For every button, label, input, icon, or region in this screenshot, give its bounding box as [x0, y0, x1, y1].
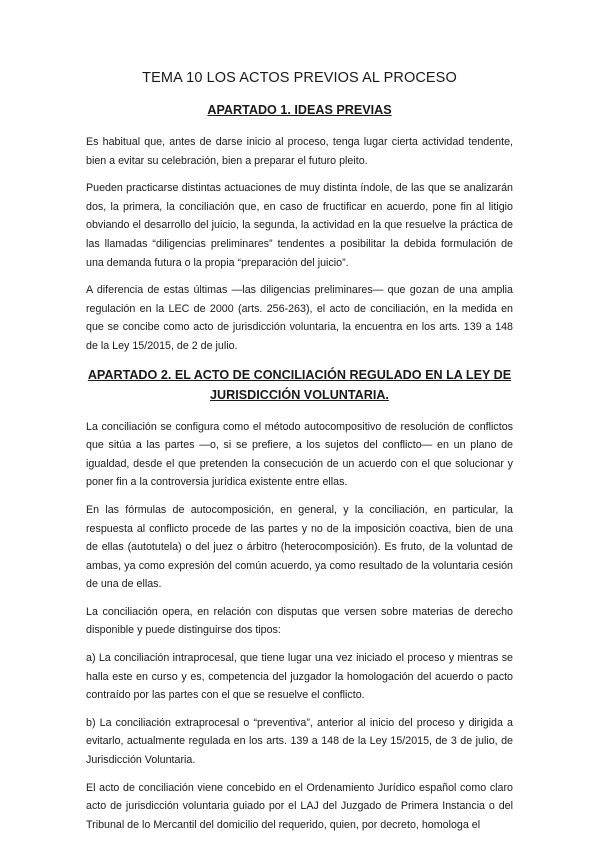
paragraph: a) La conciliación intraprocesal, que tiene lugar una vez iniciado el proceso y mientras se halla este en curso y es, competencia del juzgador la homologación del acuerdo o pacto contraído por las partes con el que se resuelve el conflicto.: [86, 652, 513, 702]
paragraph: En las fórmulas de autocomposición, en general, y la conciliación, en particular, la respuesta al conflicto procede de las partes y no de la imposición coactiva, bien de una de ellas (autotutela) o del juez o árbitro (heterocomposición). Es fruto, de la voluntad de ambas, ya como expresión del común acuerdo, ya como resultado de la voluntaria cesión de una de ellas.: [86, 503, 513, 591]
paragraph: b) La conciliación extraprocesal o “preventiva”, anterior al inicio del proceso y dirigida a evitarlo, actualmente regulada en los arts. 139 a 148 de la Ley 15/2015, de 3 de julio, de Jurisdicción Voluntaria.: [86, 716, 513, 767]
paragraph: La conciliación opera, en relación con disputas que versen sobre materias de derecho disponible y puede distinguirse dos tipos:: [86, 605, 513, 637]
paragraph: El acto de conciliación viene concebido en el Ordenamiento Jurídico español como claro acto de jurisdicción voluntaria guiado por el LAJ del Juzgado de Primera Instancia o del Tribunal de lo Mercantil del domicilio del requerido, quien, por decreto, homologa el: [86, 781, 513, 831]
paragraph: La conciliación se configura como el método autocompositivo de resolución de conflictos que sitúa a las partes —o, si se prefiere, a los sujetos del conflicto— en un plano de igualdad, desde el que pretenden la consecución de un acuerdo con el que solucionar y poner fin a la controversia jurídica existente entre ellas.: [86, 420, 513, 489]
section-heading-2: APARTADO 2. EL ACTO DE CONCILIACIÓN REGULADO EN LA LEY DE JURISDICCIÓN VOLUNTARIA.: [87, 367, 512, 402]
paragraph: Pueden practicarse distintas actuaciones de muy distinta índole, de las que se analizarán dos, la primera, la conciliación que, en caso de fructificar en acuerdo, pone fin al litigio obviando el desarrollo del juicio, la segunda, la actividad en la que resuelve la práctica de las llamadas “diligencias preliminares” tendentes a posibilitar la debida formulación de una demanda futura o la propia “preparación del juicio”.: [86, 182, 513, 269]
section-heading-1: APARTADO 1. IDEAS PREVIAS: [207, 103, 392, 117]
paragraph: Es habitual que, antes de darse inicio al proceso, tenga lugar cierta actividad tendente, bien a evitar su celebración, bien a preparar el futuro pleito.: [86, 136, 513, 167]
paragraph: A diferencia de estas últimas —las diligencias preliminares— que gozan de una amplia regulación en la LEC de 2000 (arts. 256-263), el acto de conciliación, en la medida en que se concibe como acto de jurisdicción voluntaria, la encuentra en los arts. 139 a 148 de la Ley 15/2015, de 2 de julio.: [86, 284, 513, 352]
document-title: TEMA 10 LOS ACTOS PREVIOS AL PROCESO: [142, 70, 457, 86]
